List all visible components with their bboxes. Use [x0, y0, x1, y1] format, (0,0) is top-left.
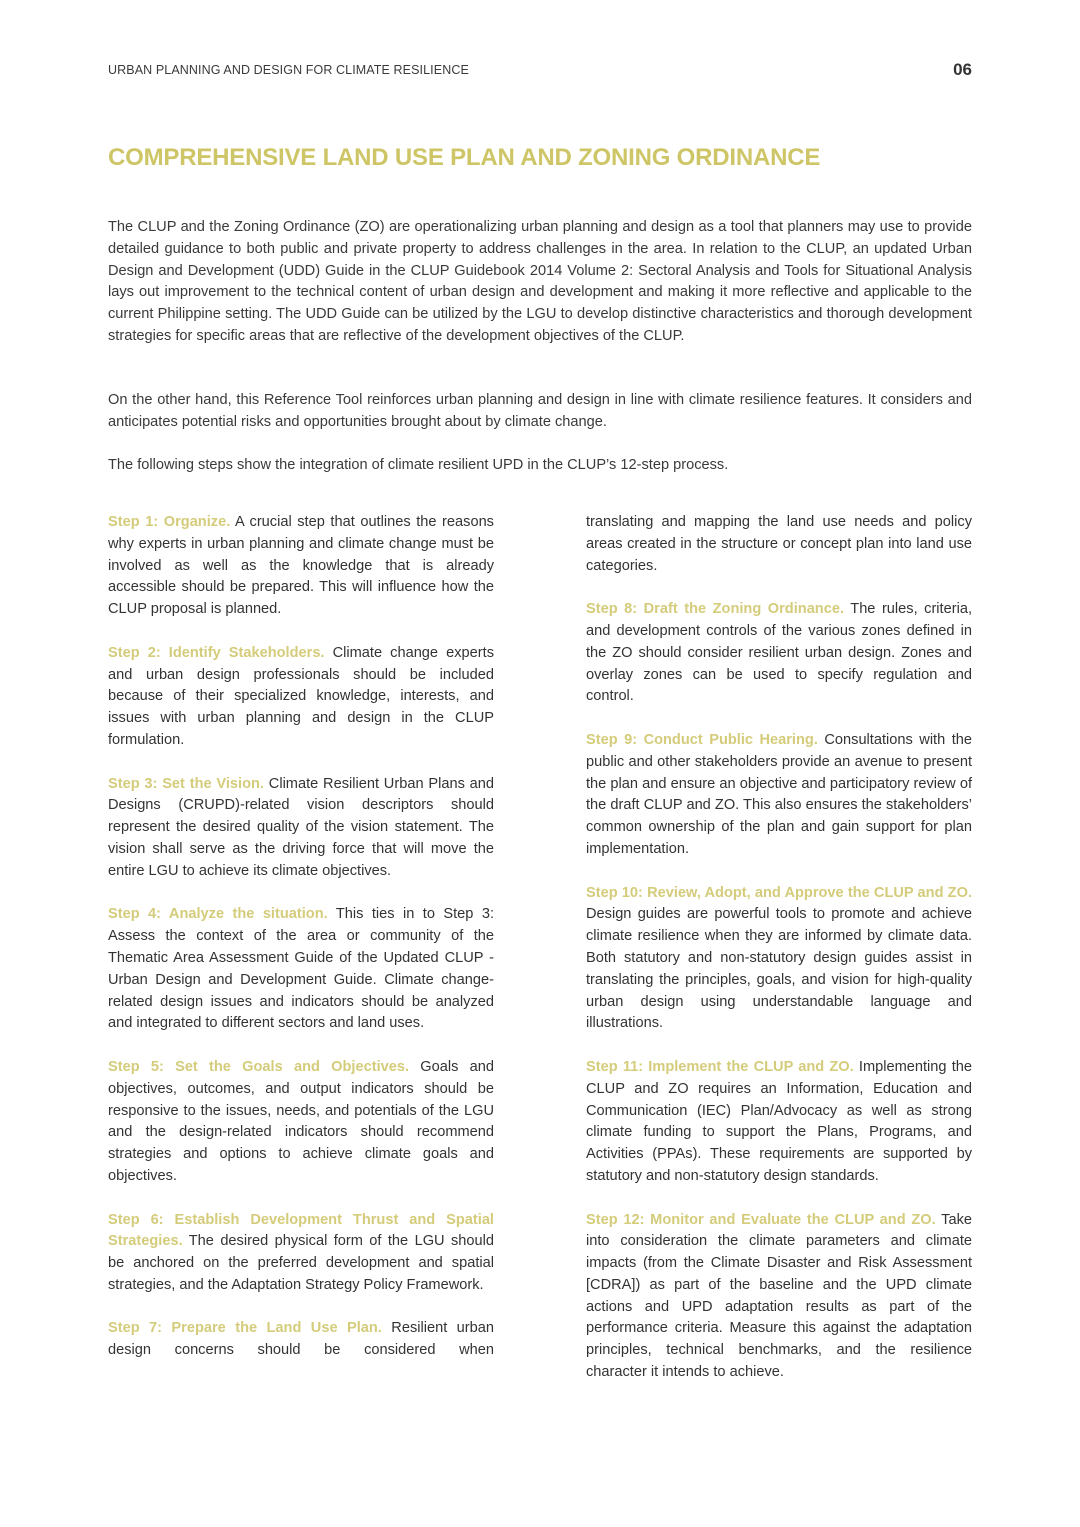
step-item	[586, 883, 972, 1036]
step-label: Step 5: Set the Goals and Objectives.	[108, 1058, 410, 1075]
step-label: Step 9: Conduct Public Hearing.	[586, 731, 818, 748]
step-label: Step 7: Prepare the Land Use Plan.	[108, 1320, 382, 1337]
step-item	[108, 643, 494, 752]
step-item	[108, 774, 494, 883]
step-label: Step 11: Implement the CLUP and ZO.	[586, 1058, 854, 1075]
step-text: translating and mapping the land use needs and policy areas created in the structure or concept plan into land use categories.	[586, 514, 972, 574]
step-text: The rules, criteria, and development controls of the various zones defined in the ZO should consider resilient urban design. Zones and overlay zones can be used to specify regulation and control.	[586, 601, 972, 705]
step-item	[586, 599, 972, 708]
step-item	[108, 904, 494, 1035]
step-item	[108, 1057, 494, 1188]
step-label: Step 10: Review, Adopt, and Approve the CLUP and ZO.	[586, 884, 972, 901]
step-text: Design guides are powerful tools to promote and achieve climate resilience when they are informed by climate data. Both statutory and non-statutory design guides assist in translating the principles, goals, and vision for high-quality urban design using understandable language and illustrations.	[586, 906, 972, 1032]
step-text: Resilient urban design concerns should be considered when	[108, 1320, 495, 1359]
step-text: Goals and objectives, outcomes, and output indicators should be responsive to the issues, needs, and potentials of the LGU and the design-related indicators should recommend strategies and options to achieve climate goals and objectives.	[108, 1058, 494, 1184]
step-label: Step 4: Analyze the situation.	[108, 906, 328, 923]
steps-column-left	[108, 512, 494, 1384]
step-label: Step 1: Organize.	[108, 514, 231, 530]
steps-column-right	[586, 512, 972, 1406]
step-text: Take into consideration the climate parameters and climate impacts (from the Climate Disaster and Risk Assessment [CDRA]) as part of the baseline and the UPD climate actions and UPD adaptation results as part of the performance criteria. Measure this against the adaptation principles, technical benchmarks, and the resilience character it intends to achieve.	[586, 1211, 972, 1381]
intro-paragraph: The CLUP and the Zoning Ordinance (ZO) are operationalizing urban planning and design as a tool that planners may use to provide detailed guidance to both public and private property to address challenges in the area. In relation to the CLUP, an updated Urban Design and Development (UDD) Guide in the CLUP Guidebook 2014 Volume 2: Sectoral Analysis and Tools for Situational Analysis lays out improvement to the technical content of urban design and development and making it more reflective and applicable to the current Philippine setting. The UDD Guide can be utilized by the LGU to develop distinctive characteristics and thorough development strategies for specific areas that are reflective of the development objectives of the CLUP.	[108, 219, 972, 344]
step-item	[586, 1210, 972, 1384]
step-text: Climate change experts and urban design professionals should be included because of their specialized knowledge, interests, and issues with urban planning and design in the CLUP formulation.	[108, 644, 494, 748]
step-item	[586, 1057, 972, 1188]
step-text: This ties in to Step 3: Assess the context of the area or community of the Thematic Area Assessment Guide of the Updated CLUP - Urban Design and Development Guide. Climate change-related design issues and indicators should be analyzed and integrated to different sectors and land uses.	[108, 906, 494, 1032]
page-title: COMPREHENSIVE LAND USE PLAN AND ZONING ORDINANCE	[108, 144, 821, 171]
page-number: 06	[953, 60, 972, 79]
step-item	[586, 730, 972, 861]
step-text: Climate Resilient Urban Plans and Designs (CRUPD)-related vision descriptors should represent the desired quality of the vision statement. The vision shall serve as the driving force that will move the entire LGU to achieve its climate objectives.	[108, 775, 495, 879]
intro-paragraph: The following steps show the integration of climate resilient UPD in the CLUP’s 12-step process.	[108, 457, 729, 473]
running-title: URBAN PLANNING AND DESIGN FOR CLIMATE RESILIENCE	[108, 63, 469, 77]
intro-paragraph: On the other hand, this Reference Tool reinforces urban planning and design in line with climate resilience features. It considers and anticipates potential risks and opportunities brought about by climate change.	[108, 392, 972, 430]
step-item	[108, 1318, 494, 1362]
step-item-continued	[586, 512, 972, 577]
step-label: Step 12: Monitor and Evaluate the CLUP and ZO.	[586, 1211, 936, 1228]
step-text: A crucial step that outlines the reasons why experts in urban planning and climate change must be involved as well as the knowledge that is already accessible should be prepared. This will influence how the CLUP proposal is planned.	[108, 514, 494, 618]
step-text: The desired physical form of the LGU should be anchored on the preferred development and spatial strategies, and the Adaptation Strategy Policy Framework.	[108, 1233, 494, 1293]
step-label: Step 8: Draft the Zoning Ordinance.	[586, 601, 845, 618]
step-label: Step 3: Set the Vision.	[108, 775, 264, 792]
step-item	[108, 1210, 494, 1297]
step-text: Implementing the CLUP and ZO requires an Information, Education and Communication (IEC) Plan/Advocacy as well as strong climate funding to support the Plans, Programs, and Activities (PPAs). These requirements are supported by statutory and non-statutory design standards.	[586, 1058, 972, 1184]
step-label: Step 2: Identify Stakeholders.	[108, 644, 325, 661]
step-text: Consultations with the public and other stakeholders provide an avenue to present the plan and ensure an objective and participatory review of the draft CLUP and ZO. This also ensures the stakeholders’ common ownership of the plan and gain support for plan implementation.	[586, 731, 972, 857]
step-item	[108, 512, 494, 621]
step-label: Step 6: Establish Development Thrust and Spatial Strategies.	[108, 1211, 494, 1250]
